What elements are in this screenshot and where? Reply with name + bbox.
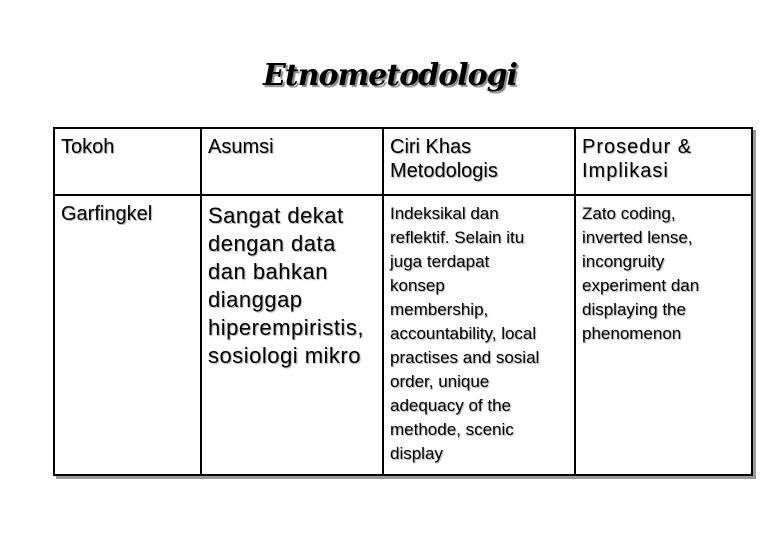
cell-prosedur: [575, 195, 752, 475]
ciri-line: konsep: [390, 276, 445, 295]
header-cell-prosedur: Prosedur & Implikasi: [575, 128, 752, 195]
prosedur-line: displaying the: [582, 300, 686, 319]
prosedur-line: inverted lense,: [582, 228, 693, 247]
table-row: [54, 195, 752, 475]
ciri-line: display: [390, 444, 443, 463]
asumsi-line: hiperempiristis,: [208, 315, 364, 340]
cell-ciri-khas: [383, 195, 575, 475]
header-cell-asumsi: Asumsi: [201, 128, 383, 195]
page-title: Etnometodologi: [262, 58, 517, 93]
ciri-line: order, unique: [390, 372, 490, 391]
ciri-line: adequacy of the: [390, 396, 511, 415]
ciri-line: practises and sosial: [390, 348, 540, 367]
table-header-row: [54, 128, 752, 195]
asumsi-line: sosiologi mikro: [208, 343, 361, 368]
ciri-line: methode, scenic: [390, 420, 514, 439]
header-cell-ciri-khas: Ciri Khas Metodologis: [383, 128, 575, 195]
asumsi-line: dan bahkan: [208, 259, 328, 284]
cell-asumsi: [201, 195, 383, 475]
asumsi-line: dianggap: [208, 287, 303, 312]
ciri-line: accountability, local: [390, 324, 537, 343]
prosedur-line: phenomenon: [582, 324, 682, 343]
ciri-line: Indeksikal dan: [390, 204, 499, 223]
ciri-line: membership,: [390, 300, 489, 319]
prosedur-line: experiment dan: [582, 276, 700, 295]
prosedur-line: incongruity: [582, 252, 665, 271]
cell-tokoh: Garfingkel: [54, 195, 201, 475]
header-cell-tokoh: Tokoh: [54, 128, 201, 195]
asumsi-line: dengan data: [208, 231, 336, 256]
etnometodologi-table: [53, 127, 753, 476]
ciri-line: reflektif. Selain itu: [390, 228, 525, 247]
asumsi-line: Sangat dekat: [208, 203, 344, 228]
ciri-line: juga terdapat: [390, 252, 490, 271]
prosedur-line: Zato coding,: [582, 204, 676, 223]
